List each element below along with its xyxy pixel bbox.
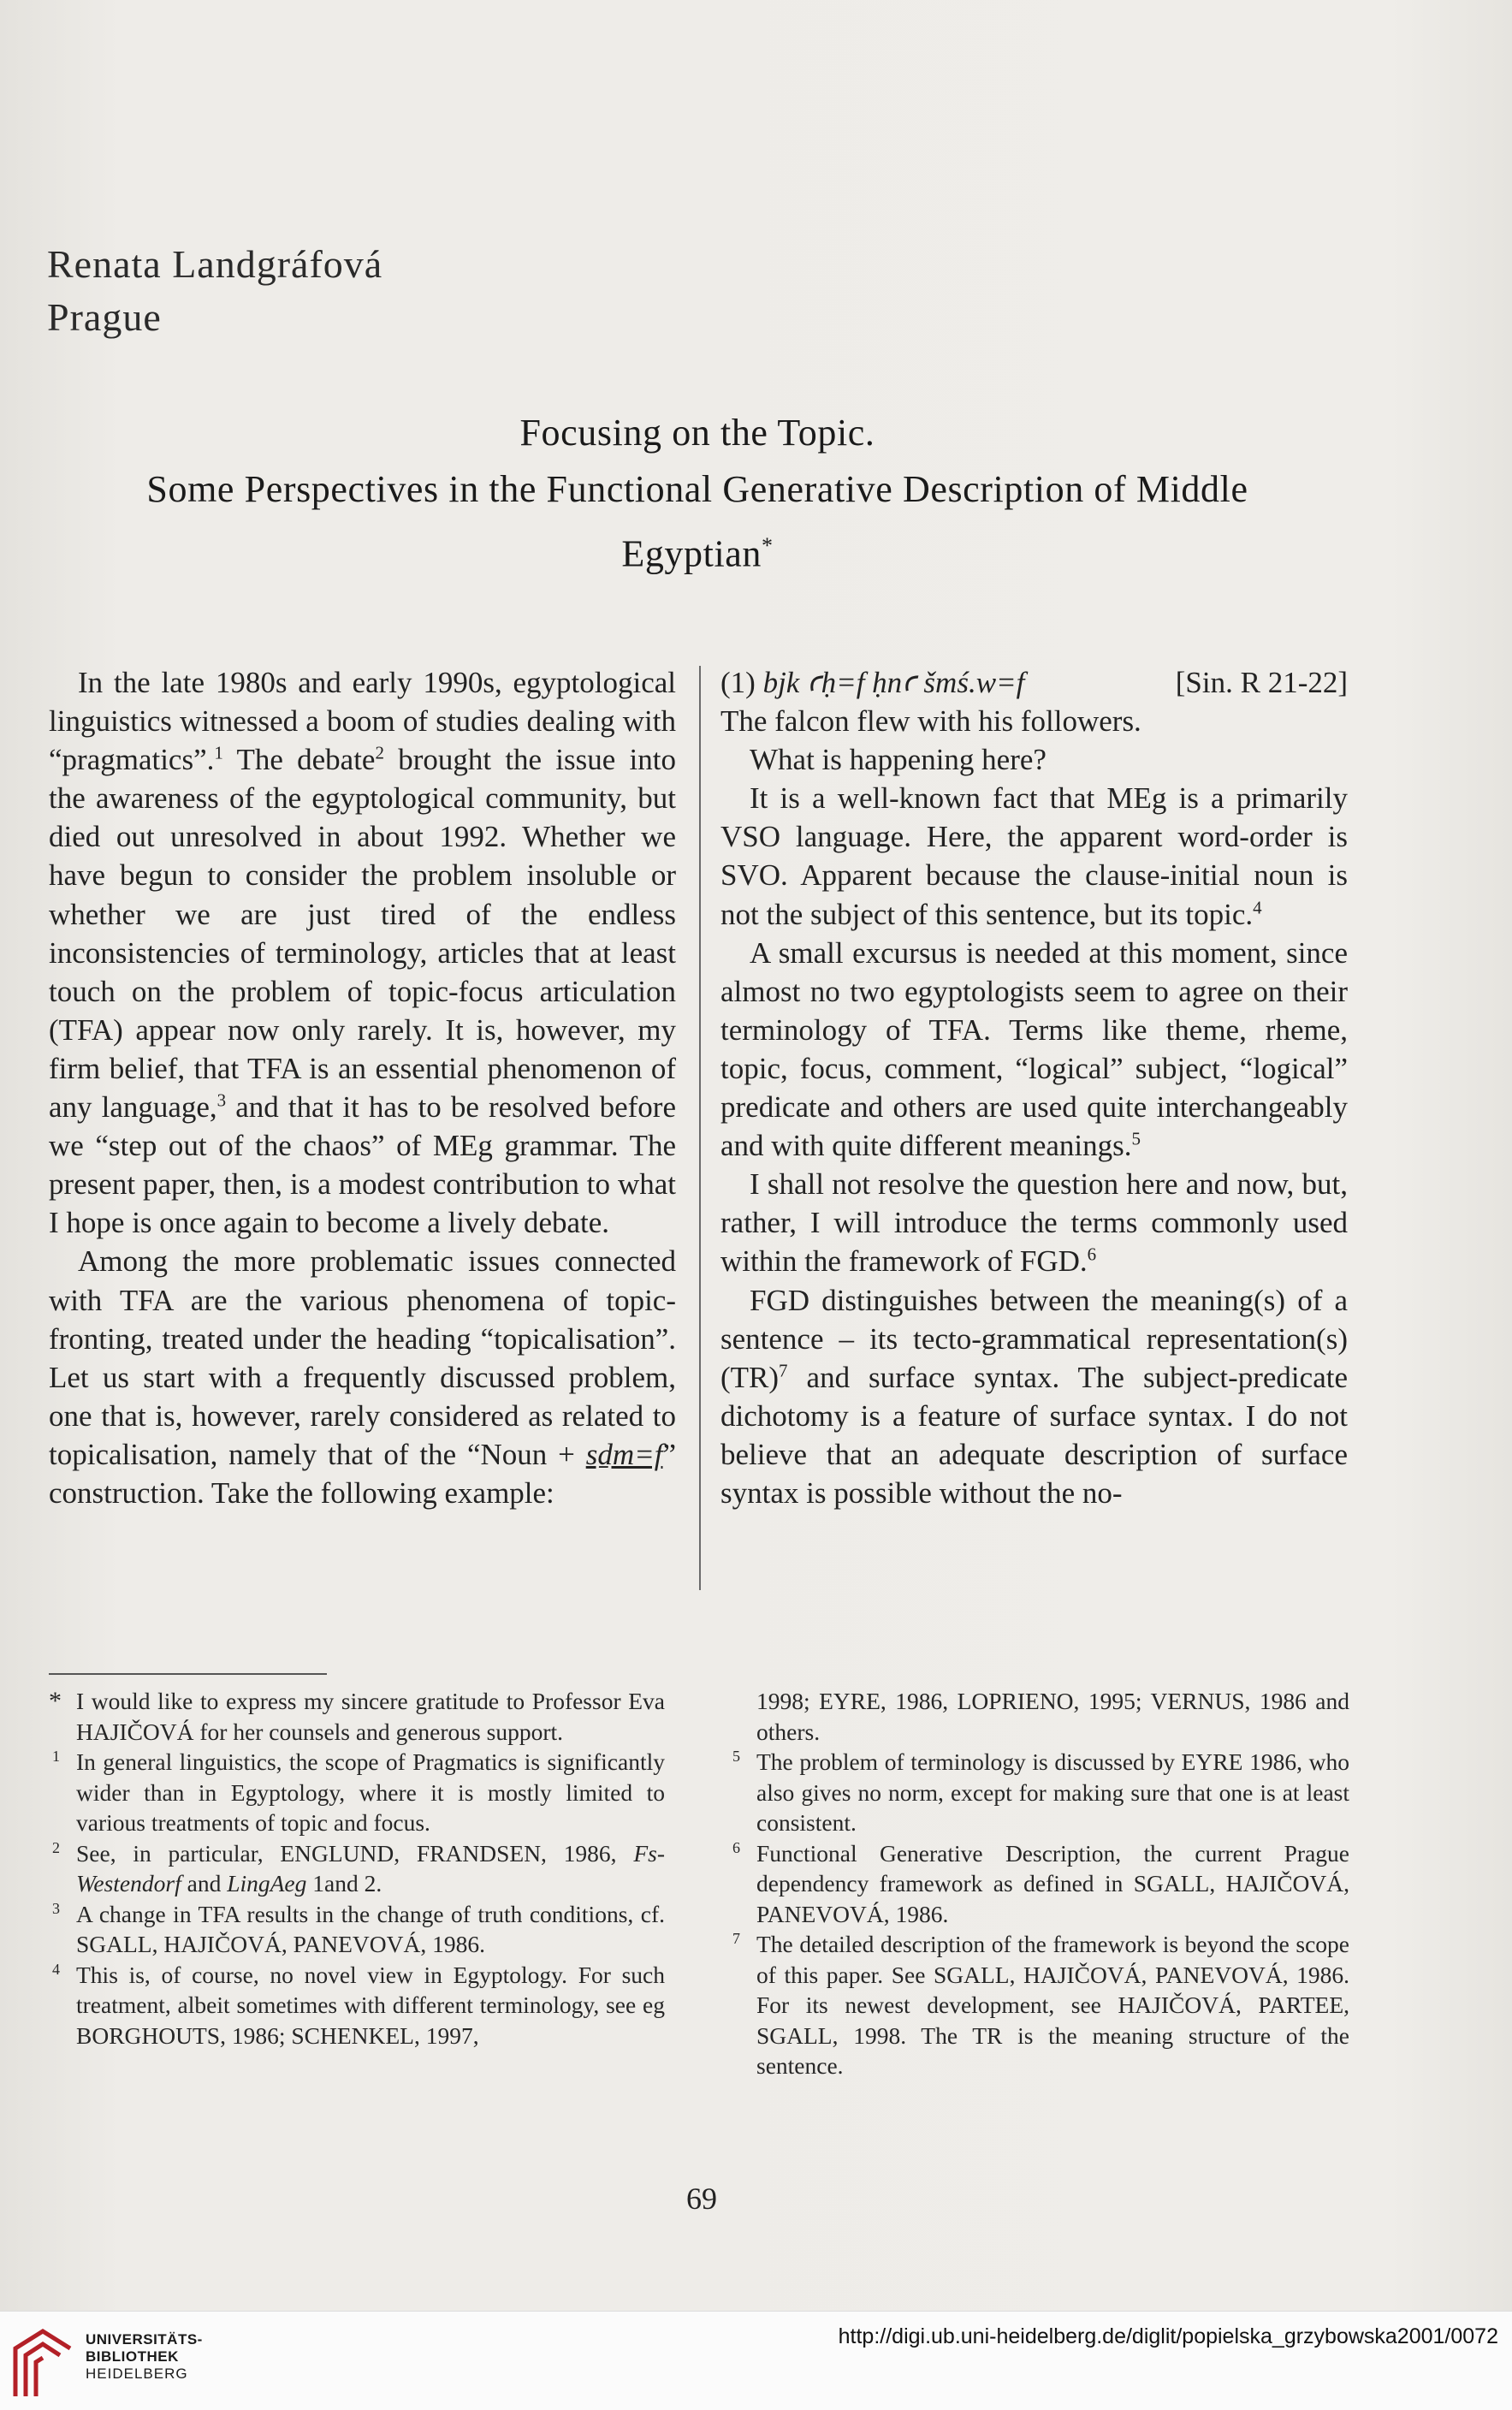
column-divider bbox=[699, 666, 701, 1590]
author-place: Prague bbox=[47, 295, 162, 339]
example-1: (1) bjk ꜥḥ=f ḥnꜥ šmś.w=f [Sin. R 21-22] bbox=[720, 663, 1348, 702]
footnote-star: * I would like to express my sincere gratitude to Professor Eva HAJIČOVÁ for her counsels and generous support. bbox=[49, 1687, 665, 1745]
title-line-2: Some Perspectives in the Functional Generative Description of Middle bbox=[146, 468, 1248, 510]
paragraph-2: Among the more problematic issues connected with TFA are the various phenomena of topic-fronting, treated under the heading “topicalisation”. Let us start with a frequently discussed problem, one that is, however, rarely considered as related to topicalisation, namely that of the “Noun + sḏm=f” construction. Take the following example: bbox=[49, 1244, 676, 1510]
footnote-ref-1[interactable]: 1 bbox=[214, 742, 223, 763]
example-translation: The falcon flew with his followers. bbox=[720, 704, 1141, 739]
footnote-separator bbox=[49, 1673, 327, 1675]
paragraph-1: In the late 1980s and early 1990s, egyptological linguistics witnessed a boom of studies dealing with “pragmatics”.$^1$ The debate$^2$ brought the issue into the awareness of the egyptological community, but died out unresolved in about 1992. Whether we have begun to consider the problem insoluble or whether we are just tired of the endless inconsistencies of terminology, articles that at least touch on the problem of topic-focus articulation (TFA) appear now only rarely. It is, however, my firm belief, that TFA is an essential phenomenon of any language,$^3$ and that it has to be resolved before we “step out of the chaos” of MEg grammar. The present paper, then, is a modest contribution to what I hope is once again to become a lively debate. bbox=[49, 666, 676, 1240]
paragraph-5: I shall not resolve the question here and now, but, rather, I will introduce the terms commonly used within the framework of FGD.$^6$ bbox=[720, 1167, 1348, 1279]
title-line-3: Egyptian* bbox=[621, 532, 774, 575]
article-title bbox=[34, 405, 1361, 583]
library-name: UNIVERSITÄTS- BIBLIOTHEK HEIDELBERG bbox=[86, 2331, 203, 2382]
footnote-6: 6 Functional Generative Description, the current Prague dependency framework as defined in SGALL, HAJIČOVÁ, PANEVOVÁ, 1986. bbox=[732, 1838, 1349, 1927]
left-text-column bbox=[49, 663, 676, 1512]
paragraph-6: FGD distinguishes between the meaning(s) of a sentence – its tecto-grammatical representation(s) (TR)$^7$ and surface syntax. The subject-predicate dichotomy is a feature of surface syntax. I do not believe that an adequate description of surface syntax is possible without the no- bbox=[720, 1283, 1348, 1510]
footnote-ref-7[interactable]: 7 bbox=[779, 1360, 788, 1381]
right-text-column bbox=[720, 663, 1348, 1512]
paragraph-3: It is a well-known fact that MEg is a primarily VSO language. Here, the apparent word-order is SVO. Apparent because the clause-initial noun is not the subject of this sentence, but its topic.$^4$ bbox=[720, 781, 1348, 931]
footnote-ref-2[interactable]: 2 bbox=[375, 742, 384, 763]
question: What is happening here? bbox=[750, 743, 1047, 777]
footnote-ref-6[interactable]: 6 bbox=[1087, 1244, 1097, 1265]
footnote-ref-4[interactable]: 4 bbox=[1253, 896, 1262, 917]
footnote-1: 1 In general linguistics, the scope of Pragmatics is significantly wider than in Egyptology, where it is mostly limited to various treatments of topic and focus. bbox=[52, 1748, 665, 1836]
footnote-4: 4 This is, of course, no novel view in Egyptology. For such treatment, albeit sometimes with different terminology, see eg BORGHOUTS, 1986; SCHENKEL, 1997, bbox=[52, 1960, 665, 2049]
footnote-ref-5[interactable]: 5 bbox=[1131, 1128, 1141, 1149]
title-footnote-mark: * bbox=[762, 533, 774, 558]
author-block bbox=[47, 238, 382, 344]
footnote-2: 2 See, in particular, ENGLUND, FRANDSEN, 1986, Fs-Westendorf and LingAeg 1and 2. bbox=[52, 1838, 665, 1897]
transliteration: sḏm=f bbox=[585, 1437, 663, 1471]
footnote-5: 5 The problem of terminology is discussed by EYRE 1986, who also gives no norm, except for making sure that one is at least consistent. bbox=[732, 1748, 1349, 1836]
footnote-7: 7 The detailed description of the framework is beyond the scope of this paper. See SGALL, HAJIČOVÁ, PANEVOVÁ, 1986. For its newest development, see HAJIČOVÁ, PARTEE, SGALL, 1998. The TR is the meaning structure of the sentence. bbox=[732, 1930, 1349, 2079]
library-logo-icon bbox=[9, 2323, 77, 2400]
footnote-3: 3 A change in TFA results in the change of truth conditions, cf. SGALL, HAJIČOVÁ, PANEVOVÁ, 1986. bbox=[52, 1899, 665, 1957]
paragraph-4: A small excursus is needed at this moment, since almost no two egyptologists seem to agree on their terminology of TFA. Terms like theme, rheme, topic, focus, comment, “logical” subject, “logical” predicate and others are used quite interchangeably and with quite different meanings.$^5$ bbox=[720, 935, 1348, 1163]
example-transliteration: bjk ꜥḥ=f ḥnꜥ šmś.w=f bbox=[762, 666, 1025, 699]
footnotes-right bbox=[729, 1686, 1349, 2081]
example-reference: [Sin. R 21-22] bbox=[1175, 666, 1348, 699]
footnote-ref-3[interactable]: 3 bbox=[216, 1089, 227, 1111]
author-name: Renata Landgráfová bbox=[47, 242, 383, 286]
footnotes-left bbox=[49, 1686, 665, 2051]
footnote-4-continued: 1998; EYRE, 1986, LOPRIENO, 1995; VERNUS, 1986 and others. bbox=[756, 1688, 1349, 1745]
source-url-link[interactable]: http://digi.ub.uni-heidelberg.de/diglit/popielska_grzybowska2001/0072 bbox=[838, 2324, 1498, 2348]
page-number: 69 bbox=[686, 2181, 717, 2216]
title-line-1: Focusing on the Topic. bbox=[519, 412, 875, 454]
